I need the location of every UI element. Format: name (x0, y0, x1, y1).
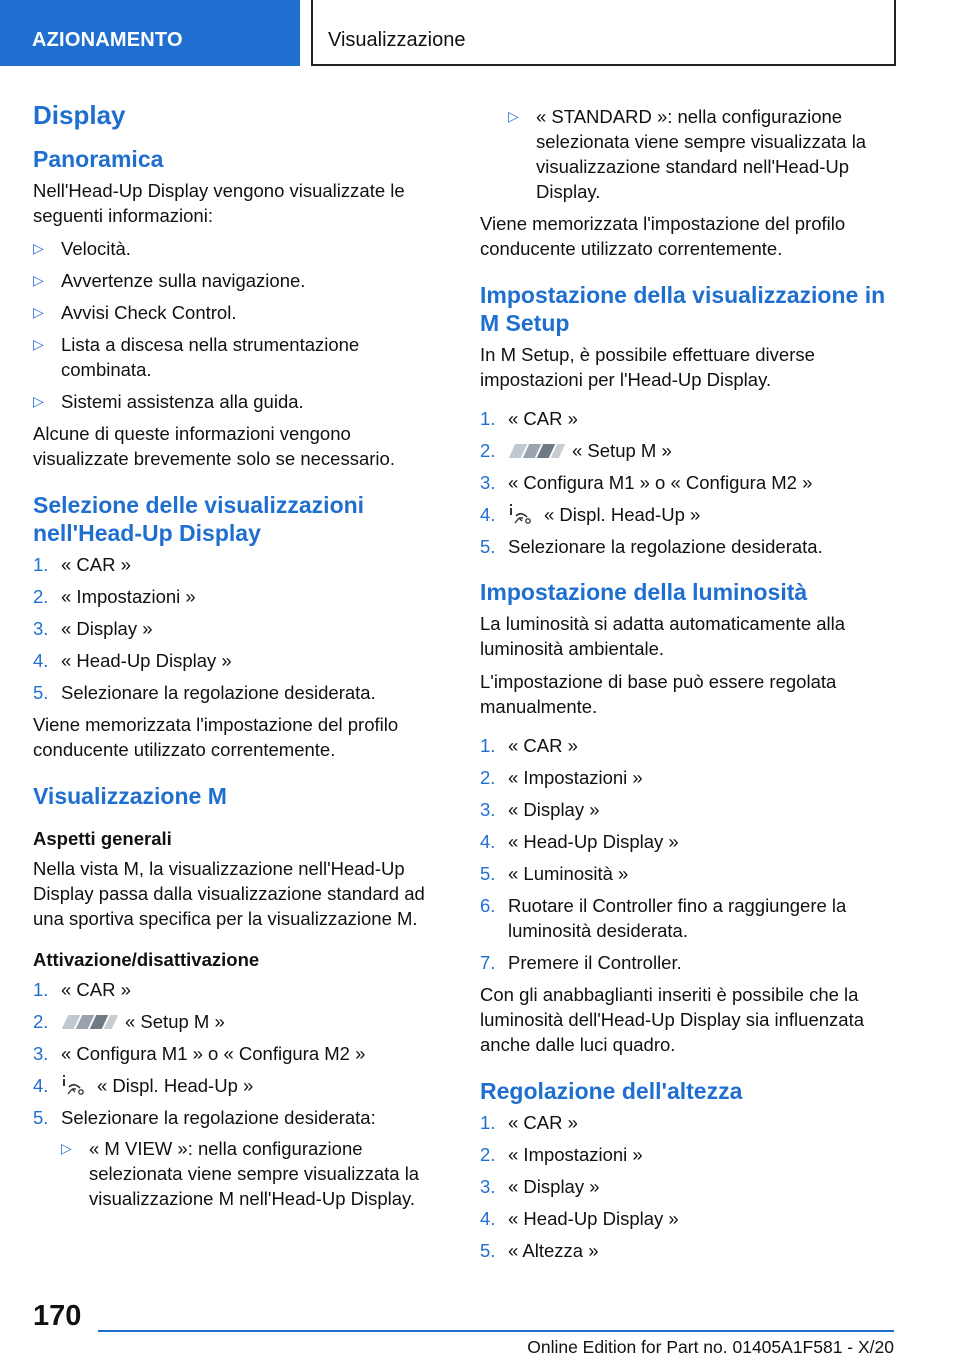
list-item: 4. « Head-Up Display » (33, 650, 232, 671)
general-heading: Aspetti generali (33, 828, 172, 849)
page-number: 170 (33, 1300, 82, 1332)
section-title: AZIONAMENTO (32, 29, 183, 51)
list-item: 3. « Configura M1 » o « Configura M2 » (480, 472, 813, 493)
list-item: 6. Ruotare il Controller fino a raggiungere la luminosità desiderata. (480, 895, 847, 941)
list-item: ▷ « M VIEW »: nella configurazione selezionata viene sempre visualizzata la visualizzazione M nell'Head-Up Display. (61, 1138, 420, 1209)
triangle-right-icon: ▷ (61, 1140, 72, 1156)
brightness-p1: La luminosità si adatta automaticamente alla luminosità ambientale. (480, 613, 846, 659)
list-item: ▷ Velocità. (33, 238, 131, 259)
section-tab (0, 0, 300, 66)
list-item: 4. « Head-Up Display » (480, 831, 679, 852)
list-item: 4. « Displ. Head-Up » (480, 504, 701, 525)
overview-intro: Nell'Head-Up Display vengono visualizzate le seguenti informazioni: (33, 180, 405, 226)
activation-heading: Attivazione/disattivazione (33, 949, 260, 970)
selection-steps (33, 552, 445, 705)
activation-sub-list-cont (480, 104, 894, 204)
head-up-display-icon (508, 503, 534, 525)
brightness-steps (480, 733, 894, 975)
list-item: 1. « CAR » (33, 979, 131, 1000)
msetup-heading: Impostazione della visualizzazione in M Setup (480, 282, 886, 336)
list-item: 3. « Display » (480, 799, 600, 820)
list-item: 1. « CAR » (33, 554, 131, 575)
list-item: ▷ Sistemi assistenza alla guida. (33, 391, 304, 412)
brightness-note: Con gli anabbaglianti inseriti è possibile che la luminosità dell'Head-Up Display sia influenzata anche dalle luci quadro. (480, 984, 865, 1055)
list-item: 3. « Configura M1 » o « Configura M2 » (33, 1043, 366, 1064)
overview-outro: Alcune di queste informazioni vengono visualizzate brevemente solo se necessario. (33, 423, 395, 469)
chapter-title: Visualizzazione (328, 29, 466, 51)
list-item: 5. « Altezza » (480, 1240, 599, 1261)
list-item: 2. « Impostazioni » (480, 767, 643, 788)
triangle-right-icon: ▷ (33, 240, 44, 256)
triangle-right-icon: ▷ (33, 393, 44, 409)
list-item: 2. « Impostazioni » (33, 586, 196, 607)
list-item: 2. « Setup M » (33, 1011, 225, 1032)
list-item: 1. « CAR » (480, 1112, 578, 1133)
list-item: ▷ Avvertenze sulla navigazione. (33, 270, 306, 291)
list-item: 5. Selezionare la regolazione desiderata. (33, 682, 376, 703)
activation-steps (33, 977, 445, 1211)
activation-sub-list (61, 1136, 445, 1211)
brightness-p2: L'impostazione di base può essere regolata manualmente. (480, 671, 837, 717)
list-item: ▷ « STANDARD »: nella configurazione selezionata viene sempre visualizzata la visualizzazione standard nell'Head-Up Display. (508, 106, 867, 202)
brightness-heading: Impostazione della luminosità (480, 579, 808, 605)
list-item: ▷ Avvisi Check Control. (33, 302, 237, 323)
triangle-right-icon: ▷ (33, 304, 44, 320)
list-item: 4. « Head-Up Display » (480, 1208, 679, 1229)
list-item: 5. Selezionare la regolazione desiderata: ▷ « M VIEW »: nella configurazione selezionata viene sempre visualizzata la visualizzazione M nell'Head-Up Display. (33, 1105, 445, 1211)
list-item: ▷ Lista a discesa nella strumentazione combinata. (33, 334, 360, 380)
msetup-steps (480, 406, 894, 559)
msetup-intro: In M Setup, è possibile effettuare diverse impostazioni per l'Head-Up Display. (480, 344, 815, 390)
overview-list (33, 236, 445, 414)
edition-text: Online Edition for Part no. 01405A1F581 - X/20 (527, 1337, 894, 1357)
profile-note: Viene memorizzata l'impostazione del profilo conducente utilizzato correntemente. (480, 213, 846, 259)
overview-heading: Panoramica (33, 146, 164, 172)
m-stripes-icon (510, 444, 564, 458)
page-title: Display (33, 100, 126, 130)
list-item: 7. Premere il Controller. (480, 952, 682, 973)
list-item: 3. « Display » (33, 618, 153, 639)
head-up-display-icon (61, 1074, 87, 1096)
list-item: 2. « Impostazioni » (480, 1144, 643, 1165)
right-column (480, 104, 894, 1270)
mview-heading: Visualizzazione M (33, 783, 227, 809)
chapter-tab (311, 0, 896, 66)
selection-note: Viene memorizzata l'impostazione del profilo conducente utilizzato correntemente. (33, 714, 399, 760)
general-text: Nella vista M, la visualizzazione nell'Head-Up Display passa dalla visualizzazione standard ad una sportiva specifica per la visualizzazione M. (33, 858, 425, 929)
list-item: 2. « Setup M » (480, 440, 672, 461)
left-column (33, 100, 445, 1218)
triangle-right-icon: ▷ (508, 108, 519, 124)
selection-heading: Selezione delle visualizzazioni nell'Head-Up Display (33, 492, 365, 546)
m-stripes-icon (63, 1015, 117, 1029)
list-item: 5. « Luminosità » (480, 863, 629, 884)
list-item: 4. « Displ. Head-Up » (33, 1075, 254, 1096)
list-item: 5. Selezionare la regolazione desiderata. (480, 536, 823, 557)
footer-divider (98, 1330, 894, 1332)
list-item: 1. « CAR » (480, 735, 578, 756)
list-item: 3. « Display » (480, 1176, 600, 1197)
height-steps (480, 1110, 894, 1263)
height-heading: Regolazione dell'altezza (480, 1078, 743, 1104)
list-item: 1. « CAR » (480, 408, 578, 429)
triangle-right-icon: ▷ (33, 336, 44, 352)
triangle-right-icon: ▷ (33, 272, 44, 288)
